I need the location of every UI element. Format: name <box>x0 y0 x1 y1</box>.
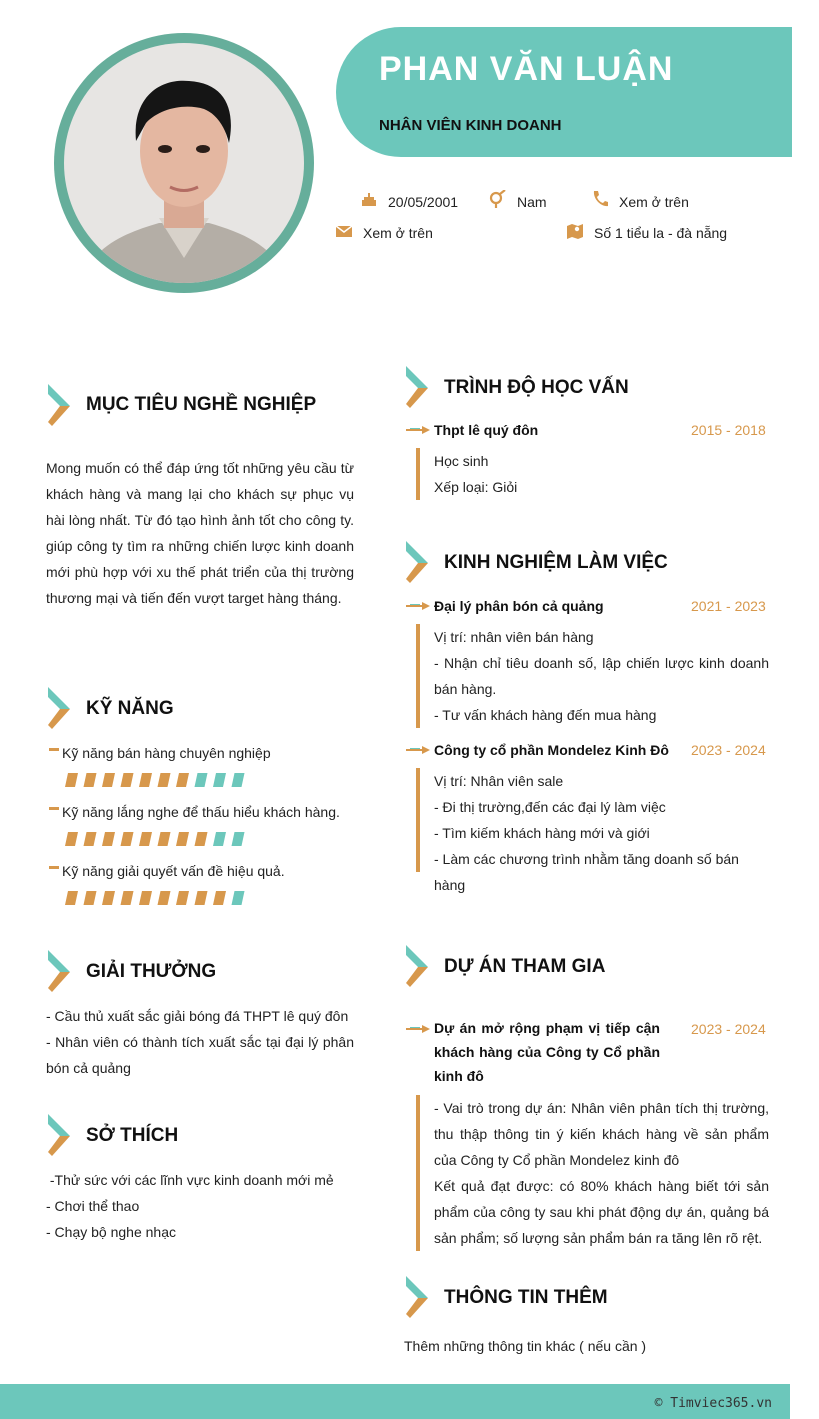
footer-band <box>0 1384 790 1419</box>
detail-line: Kết quả đạt được: có 80% khách hàng biết tới sản phẩm của công ty sau khi phát động dự án, quảng bá sản phẩm; số lượng sản phẩm bán ra tăng lên rõ rệt. <box>434 1178 769 1246</box>
skill-segment-filled <box>176 832 189 846</box>
skills-title: KỸ NĂNG <box>86 698 174 719</box>
skill-segment-filled <box>65 891 78 905</box>
hobbies-list <box>46 1167 366 1245</box>
award-item: - Cầu thủ xuất sắc giải bóng đá THPT lê quý đôn <box>46 1008 349 1024</box>
hobby-item: -Thử sức với các lĩnh vực kinh doanh mới mẻ <box>46 1172 334 1188</box>
candidate-name: PHAN VĂN LUẬN <box>379 50 674 88</box>
project-date: 2023 - 2024 <box>691 1021 766 1037</box>
detail-line: Học sinh <box>434 453 489 469</box>
skill-label: Kỹ năng bán hàng chuyên nghiệp <box>62 745 271 761</box>
hobbies-title: SỞ THÍCH <box>86 1125 179 1146</box>
awards-list <box>46 1003 354 1081</box>
address-value: Số 1 tiểu la - đà nẵng <box>594 225 728 241</box>
extra-title: THÔNG TIN THÊM <box>444 1287 608 1308</box>
email-icon <box>335 222 353 240</box>
section-chevron-icon <box>406 541 436 585</box>
job-position: NHÂN VIÊN KINH DOANH <box>379 117 562 134</box>
section-chevron-icon <box>48 950 78 994</box>
awards-title: GIẢI THƯỞNG <box>86 961 217 982</box>
gender-value: Nam <box>517 194 547 210</box>
experience-details <box>434 624 769 728</box>
skill-segment-filled <box>84 773 97 787</box>
skill-segment-filled <box>65 832 78 846</box>
entry-arrow-icon <box>406 1025 430 1033</box>
skill-segment-filled <box>176 891 189 905</box>
entry-bar <box>416 624 420 728</box>
skill-segment-filled <box>158 773 171 787</box>
skill-segment-empty <box>213 773 226 787</box>
experience-details <box>434 768 769 898</box>
entry-arrow-icon <box>406 426 430 434</box>
skill-segment-empty <box>195 773 208 787</box>
section-chevron-icon <box>406 945 436 989</box>
experience-date: 2023 - 2024 <box>691 742 766 758</box>
skill-bullet <box>49 807 59 810</box>
section-chevron-icon <box>406 1276 436 1320</box>
section-chevron-icon <box>48 384 78 428</box>
map-location-icon <box>566 222 584 240</box>
skill-segment-filled <box>121 891 134 905</box>
skill-segment-filled <box>139 832 152 846</box>
entry-bar <box>416 768 420 872</box>
skill-segment-filled <box>158 891 171 905</box>
extra-text: Thêm những thông tin khác ( nếu cần ) <box>404 1338 647 1354</box>
email-value: Xem ở trên <box>363 225 433 241</box>
skill-bullet <box>49 748 59 751</box>
education-title: TRÌNH ĐỘ HỌC VẤN <box>444 377 629 398</box>
experience-company: Đại lý phân bón cả quảng <box>434 598 604 614</box>
detail-line: Xếp loại: Giỏi <box>434 479 518 495</box>
phone-icon <box>591 190 609 208</box>
objective-title: MỤC TIÊU NGHỀ NGHIỆP <box>86 394 317 415</box>
detail-line: - Nhận chỉ tiêu doanh số, lập chiến lược kinh doanh bán hàng. <box>434 655 769 697</box>
award-item: - Nhân viên có thành tích xuất sắc tại đại lý phân bón cả quảng <box>46 1034 354 1076</box>
skill-segment-filled <box>65 773 78 787</box>
education-details <box>434 448 769 500</box>
skill-segment-filled <box>102 773 115 787</box>
section-chevron-icon <box>406 366 436 410</box>
education-school: Thpt lê quý đôn <box>434 422 539 438</box>
phone-value: Xem ở trên <box>619 194 689 210</box>
entry-bar <box>416 1095 420 1251</box>
skill-level-bar <box>62 891 252 905</box>
hobby-item: - Chơi thể thao <box>46 1198 140 1214</box>
skill-bullet <box>49 866 59 869</box>
skill-label: Kỹ năng lắng nghe để thấu hiểu khách hàng. <box>62 804 340 820</box>
experience-company: Công ty cổ phần Mondelez Kinh Đô <box>434 742 669 758</box>
skill-label: Kỹ năng giải quyết vấn đề hiệu quả. <box>62 863 285 879</box>
skill-segment-empty <box>232 832 245 846</box>
skill-level-bar <box>62 773 252 787</box>
skill-segment-filled <box>102 891 115 905</box>
skill-segment-filled <box>102 832 115 846</box>
header-band <box>336 27 792 157</box>
experience-date: 2021 - 2023 <box>691 598 766 614</box>
objective-text: Mong muốn có thể đáp ứng tốt những yêu cầu từ khách hàng và mang lại cho khách sự phục vụ hài lòng nhất. Từ đó tạo hình ảnh tốt cho công ty. giúp công ty tìm ra những chiến lược kinh doanh mới phù hợp với xu thế phát triển của thị trường thương mại và tiến đến vượt target hàng tháng. <box>46 460 354 606</box>
skill-segment-filled <box>121 773 134 787</box>
experience-title: KINH NGHIỆM LÀM VIỆC <box>444 552 668 573</box>
skill-segment-filled <box>158 832 171 846</box>
entry-arrow-icon <box>406 746 430 754</box>
detail-line: - Vai trò trong dự án: Nhân viên phân tích thị trường, thu thập thông tin ý kiến khách hàng về sản phẩm của Công ty Cổ phần Mondelez kinh đô <box>434 1100 769 1168</box>
birthday-cake-icon <box>360 190 378 208</box>
skill-segment-empty <box>213 832 226 846</box>
hobby-item: - Chạy bộ nghe nhạc <box>46 1224 176 1240</box>
detail-line: Vị trí: nhân viên bán hàng <box>434 629 594 645</box>
skill-segment-empty <box>232 773 245 787</box>
section-chevron-icon <box>48 1114 78 1158</box>
entry-arrow-icon <box>406 602 430 610</box>
skill-segment-filled <box>139 891 152 905</box>
skill-segment-filled <box>195 891 208 905</box>
skill-segment-filled <box>84 891 97 905</box>
section-chevron-icon <box>48 687 78 731</box>
gender-icon <box>488 190 506 208</box>
skill-segment-empty <box>232 891 245 905</box>
skill-segment-filled <box>213 891 226 905</box>
entry-bar <box>416 448 420 500</box>
detail-line: Vị trí: Nhân viên sale <box>434 773 564 789</box>
skill-segment-filled <box>139 773 152 787</box>
project-name: Dự án mở rộng phạm vị tiếp cận khách hàng của Công ty Cổ phần kinh đô <box>434 1020 660 1084</box>
skill-level-bar <box>62 832 252 846</box>
skill-segment-filled <box>195 832 208 846</box>
detail-line: - Làm các chương trình nhằm tăng doanh số bán hàng <box>434 851 739 893</box>
avatar <box>64 43 304 283</box>
detail-line: - Đi thị trường,đến các đại lý làm việc <box>434 799 666 815</box>
birthday-value: 20/05/2001 <box>388 194 459 210</box>
detail-line: - Tìm kiếm khách hàng mới và giới <box>434 825 650 841</box>
projects-title: DỰ ÁN THAM GIA <box>444 956 606 977</box>
skill-segment-filled <box>121 832 134 846</box>
detail-line: - Tư vấn khách hàng đến mua hàng <box>434 707 657 723</box>
education-date: 2015 - 2018 <box>691 422 766 438</box>
skill-segment-filled <box>84 832 97 846</box>
footer-credit: © Timviec365.vn <box>654 1396 772 1411</box>
project-details <box>434 1095 769 1251</box>
skill-segment-filled <box>176 773 189 787</box>
